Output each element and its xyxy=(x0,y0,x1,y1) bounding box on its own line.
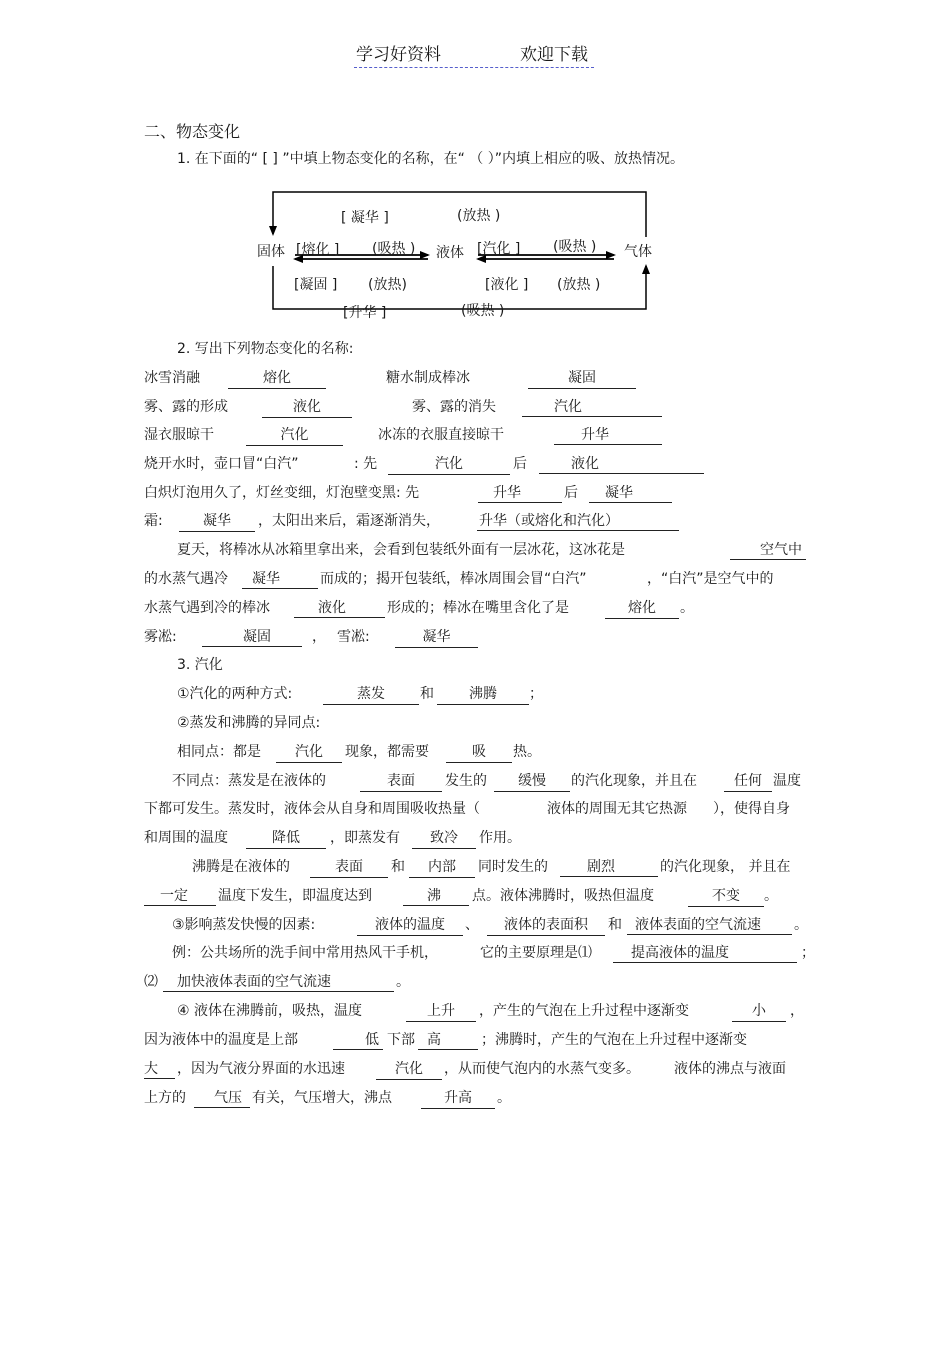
top-heat: (放热 ) xyxy=(457,208,501,224)
solid-label: 固体 xyxy=(257,244,285,260)
liquefy-heat: (放热 ) xyxy=(557,277,601,293)
q3-l14-a: ，因为气液分界面的水迅速 xyxy=(177,1061,345,1077)
q3-l4-d: 温度 xyxy=(773,773,801,789)
q2-p4-c: 雪凇: xyxy=(337,629,370,645)
q3-l13-answer-2: 高 xyxy=(418,1030,478,1050)
q3-l7-answer-1: 表面 xyxy=(310,857,388,878)
q3-l12-answer-2: 小 xyxy=(732,1001,786,1022)
q3-l6-b: ，即蒸发有 xyxy=(330,830,400,846)
q2-p2-a: 的水蒸气遇冷 xyxy=(144,571,228,587)
q2-r6-mid: ，太阳出来后，霜逐渐消失， xyxy=(258,513,440,529)
bottom-name: [升华 ] xyxy=(343,305,387,321)
q3-l2: ②蒸发和沸腾的异同点: xyxy=(177,715,321,731)
q3-l14-c: 液体的沸点与液面 xyxy=(674,1061,786,1077)
q3-l4-answer-2: 缓慢 xyxy=(494,771,570,792)
q3-l1-c: ； xyxy=(529,686,543,702)
q2-r4-colon: : 先 xyxy=(354,456,378,472)
q2-r6-answer-1: 凝华 xyxy=(179,511,255,532)
q2-p3-b: 形成的；棒冰在嘴里含化了是 xyxy=(387,600,569,616)
q2-title: 2. 写出下列物态变化的名称: xyxy=(177,341,354,357)
q3-l9-b: 、 xyxy=(465,917,479,933)
q3-l7-a: 沸腾是在液体的 xyxy=(192,859,290,875)
q3-l11-a: ⑵ xyxy=(144,974,158,990)
q2-r4-text: 烧开水时，壶口冒“白汽” xyxy=(144,456,299,472)
q2-p1-text: 夏天，将棒冰从冰箱里拿出来，会看到包装纸外面有一层冰花，这冰花是 xyxy=(177,542,625,558)
q3-l10-b: 它的主要原理是⑴ xyxy=(480,945,592,961)
q3-l13-a: 因为液体中的温度是上部 xyxy=(144,1032,298,1048)
q3-l10-answer: 提高液体的温度 xyxy=(613,943,797,963)
q2-r2-a-text: 雾、露的形成 xyxy=(144,399,228,415)
q3-l7-b: 和 xyxy=(391,859,405,875)
q3-l13-c: ；沸腾时，产生的气泡在上升过程中逐渐变 xyxy=(481,1032,747,1048)
q2-p2-b: 而成的；揭开包装纸，棒冰周围会冒“白汽” xyxy=(320,571,587,587)
vapor-name: [汽化 ] xyxy=(477,241,521,257)
q3-l4-a: 不同点：蒸发是在液体的 xyxy=(172,773,326,789)
q2-p1-answer: 空气中 xyxy=(730,540,806,560)
q3-title: 3. 汽化 xyxy=(177,657,223,673)
top-name: [ 凝华 ] xyxy=(341,210,389,226)
phase-change-diagram xyxy=(0,0,950,330)
q3-l8-answer-2: 沸 xyxy=(403,886,469,906)
q2-r3-a-text: 湿衣服晾干 xyxy=(144,427,214,443)
q2-p4-a: 雾凇: xyxy=(144,629,177,645)
q3-l15-b: 有关，气压增大，沸点 xyxy=(252,1090,392,1106)
q3-l9-answer-2: 液体的表面积 xyxy=(487,915,605,936)
q3-l3-c: 热。 xyxy=(513,744,541,760)
q2-r3-b-answer: 升华 xyxy=(554,425,662,445)
q3-l4-c: 的汽化现象，并且在 xyxy=(571,773,697,789)
q3-l3-answer-1: 汽化 xyxy=(276,742,342,763)
vapor-heat: (吸热 ) xyxy=(553,239,597,255)
q3-l5-c: ），使得自身 xyxy=(713,801,790,817)
q3-l12-a: ④ 液体在沸腾前，吸热，温度 xyxy=(177,1003,363,1019)
q2-p2-answer: 凝华 xyxy=(242,569,318,589)
q3-l4-answer-1: 表面 xyxy=(360,771,442,792)
q3-l15-answer-1: 气压 xyxy=(194,1088,250,1108)
liquefy-name: [液化 ] xyxy=(485,277,529,293)
q3-l3-a: 相同点：都是 xyxy=(177,744,261,760)
gas-label: 气体 xyxy=(624,244,652,260)
q3-l9-answer-3: 液体表面的空气流速 xyxy=(627,915,792,935)
q3-l6-c: 作用。 xyxy=(479,830,521,846)
q3-l6-answer-1: 降低 xyxy=(246,828,326,849)
q2-r1-a-answer: 熔化 xyxy=(228,368,326,389)
q2-r2-b-text: 雾、露的消失 xyxy=(412,399,496,415)
q2-r5-answer-1: 升华 xyxy=(478,483,562,503)
q2-p4-answer-2: 凝华 xyxy=(395,627,478,648)
q3-l7-answer-3: 剧烈 xyxy=(560,857,658,877)
melt-name: [熔化 ] xyxy=(296,242,340,258)
freeze-name: [凝固 ] xyxy=(294,277,338,293)
q2-r5-answer-2: 凝华 xyxy=(589,483,672,503)
q2-r3-b-text: 冰冻的衣服直接晾干 xyxy=(378,427,504,443)
q3-l4-answer-3: 任何 xyxy=(724,771,772,792)
q2-r5-text: 白炽灯泡用久了，灯丝变细，灯泡壁变黑: 先 xyxy=(144,485,420,501)
q3-l1-answer-1: 蒸发 xyxy=(323,684,419,705)
q2-p4-answer-1: 凝固 xyxy=(202,627,302,647)
q3-l6-answer-2: 致冷 xyxy=(412,828,476,849)
q3-l3-answer-2: 吸 xyxy=(446,742,512,763)
q3-l7-d: 的汽化现象， 并且在 xyxy=(660,859,791,875)
q3-l11-b: 。 xyxy=(396,974,410,990)
header-left: 学习好资料 xyxy=(356,45,441,65)
q2-p3-answer-2: 熔化 xyxy=(605,598,679,619)
q2-r3-a-answer: 汽化 xyxy=(246,425,343,446)
q3-l5-b: 液体的周围无其它热源 xyxy=(547,801,687,817)
q3-l1-b: 和 xyxy=(420,686,434,702)
q3-l13-answer-1: 低 xyxy=(333,1030,383,1050)
q3-l12-answer-1: 上升 xyxy=(406,1001,476,1022)
q2-r4-mid: 后 xyxy=(513,456,527,472)
q2-r6-answer-2: 升华（或熔化和汽化） xyxy=(477,511,679,531)
q3-l8-c: 。 xyxy=(764,888,778,904)
q2-r4-answer-1: 汽化 xyxy=(388,454,510,475)
q3-l8-answer-3: 不变 xyxy=(688,886,764,907)
q3-l9-answer-1: 液体的温度 xyxy=(357,915,463,936)
q3-l9-c: 和 xyxy=(608,917,622,933)
q3-l13-b: 下部 xyxy=(387,1032,415,1048)
q3-l14-answer-1: 大 xyxy=(144,1059,175,1079)
liquid-label: 液体 xyxy=(436,245,464,261)
q3-l8-answer-1: 一定 xyxy=(144,886,216,906)
q3-l1-answer-2: 沸腾 xyxy=(437,684,529,705)
q3-l3-b: 现象，都需要 xyxy=(345,744,429,760)
diagram-lines xyxy=(0,0,950,330)
q3-l10-a: 例：公共场所的洗手间中常用热风干手机， xyxy=(172,945,438,961)
q2-p2-c: ，“白汽”是空气中的 xyxy=(647,571,774,587)
q2-r2-a-answer: 液化 xyxy=(262,397,352,418)
q1-prompt: 1. 在下面的“ [ ] ”中填上物态变化的名称，在“ （ ）”内填上相应的吸、放热情况。 xyxy=(177,151,684,167)
section-title: 二、物态变化 xyxy=(144,122,241,141)
q2-p3-c: 。 xyxy=(680,600,694,616)
q3-l14-b: ，从而使气泡内的水蒸气变多。 xyxy=(444,1061,640,1077)
q3-l5-a: 下都可发生。蒸发时，液体会从自身和周围吸收热量（ xyxy=(144,801,480,817)
q3-l8-b: 点。液体沸腾时，吸热但温度 xyxy=(472,888,654,904)
freeze-heat: (放热) xyxy=(368,277,407,293)
q2-p4-b: ， xyxy=(312,629,326,645)
melt-heat: (吸热 ) xyxy=(372,241,416,257)
q3-l1-a: ①汽化的两种方式: xyxy=(177,686,293,702)
q3-l8-a: 温度下发生，即温度达到 xyxy=(218,888,372,904)
q3-l6-a: 和周围的温度 xyxy=(144,830,228,846)
q2-r2-b-answer: 汽化 xyxy=(522,397,662,417)
q2-p3-a: 水蒸气遇到冷的棒冰 xyxy=(144,600,270,616)
q3-l7-answer-2: 内部 xyxy=(409,857,475,878)
q3-l15-a: 上方的 xyxy=(144,1090,186,1106)
bottom-heat: (吸热 ) xyxy=(461,303,505,319)
q3-l11-answer: 加快液体表面的空气流速 xyxy=(163,972,394,992)
q3-l12-b: ，产生的气泡在上升过程中逐渐变 xyxy=(479,1003,689,1019)
q2-r1-a-text: 冰雪消融 xyxy=(144,370,200,386)
q2-r1-b-answer: 凝固 xyxy=(528,368,636,389)
q3-l12-c: ， xyxy=(790,1003,804,1019)
q3-l14-answer-2: 汽化 xyxy=(376,1059,442,1080)
header-right: 欢迎下载 xyxy=(520,45,588,65)
q2-r4-answer-2: 液化 xyxy=(539,454,704,474)
q3-l9-d: 。 xyxy=(794,917,808,933)
q3-l15-c: 。 xyxy=(497,1090,511,1106)
q2-r1-b-text: 糖水制成棒冰 xyxy=(386,370,470,386)
q3-l10-c: ； xyxy=(801,945,815,961)
q3-l7-c: 同时发生的 xyxy=(478,859,548,875)
q3-l15-answer-2: 升高 xyxy=(421,1088,495,1109)
q3-l9-a: ③影响蒸发快慢的因素: xyxy=(172,917,316,933)
q2-r6-text: 霜: xyxy=(144,513,163,529)
q3-l4-b: 发生的 xyxy=(445,773,487,789)
q2-p3-answer-1: 液化 xyxy=(294,598,385,618)
q2-r5-mid: 后 xyxy=(564,485,578,501)
